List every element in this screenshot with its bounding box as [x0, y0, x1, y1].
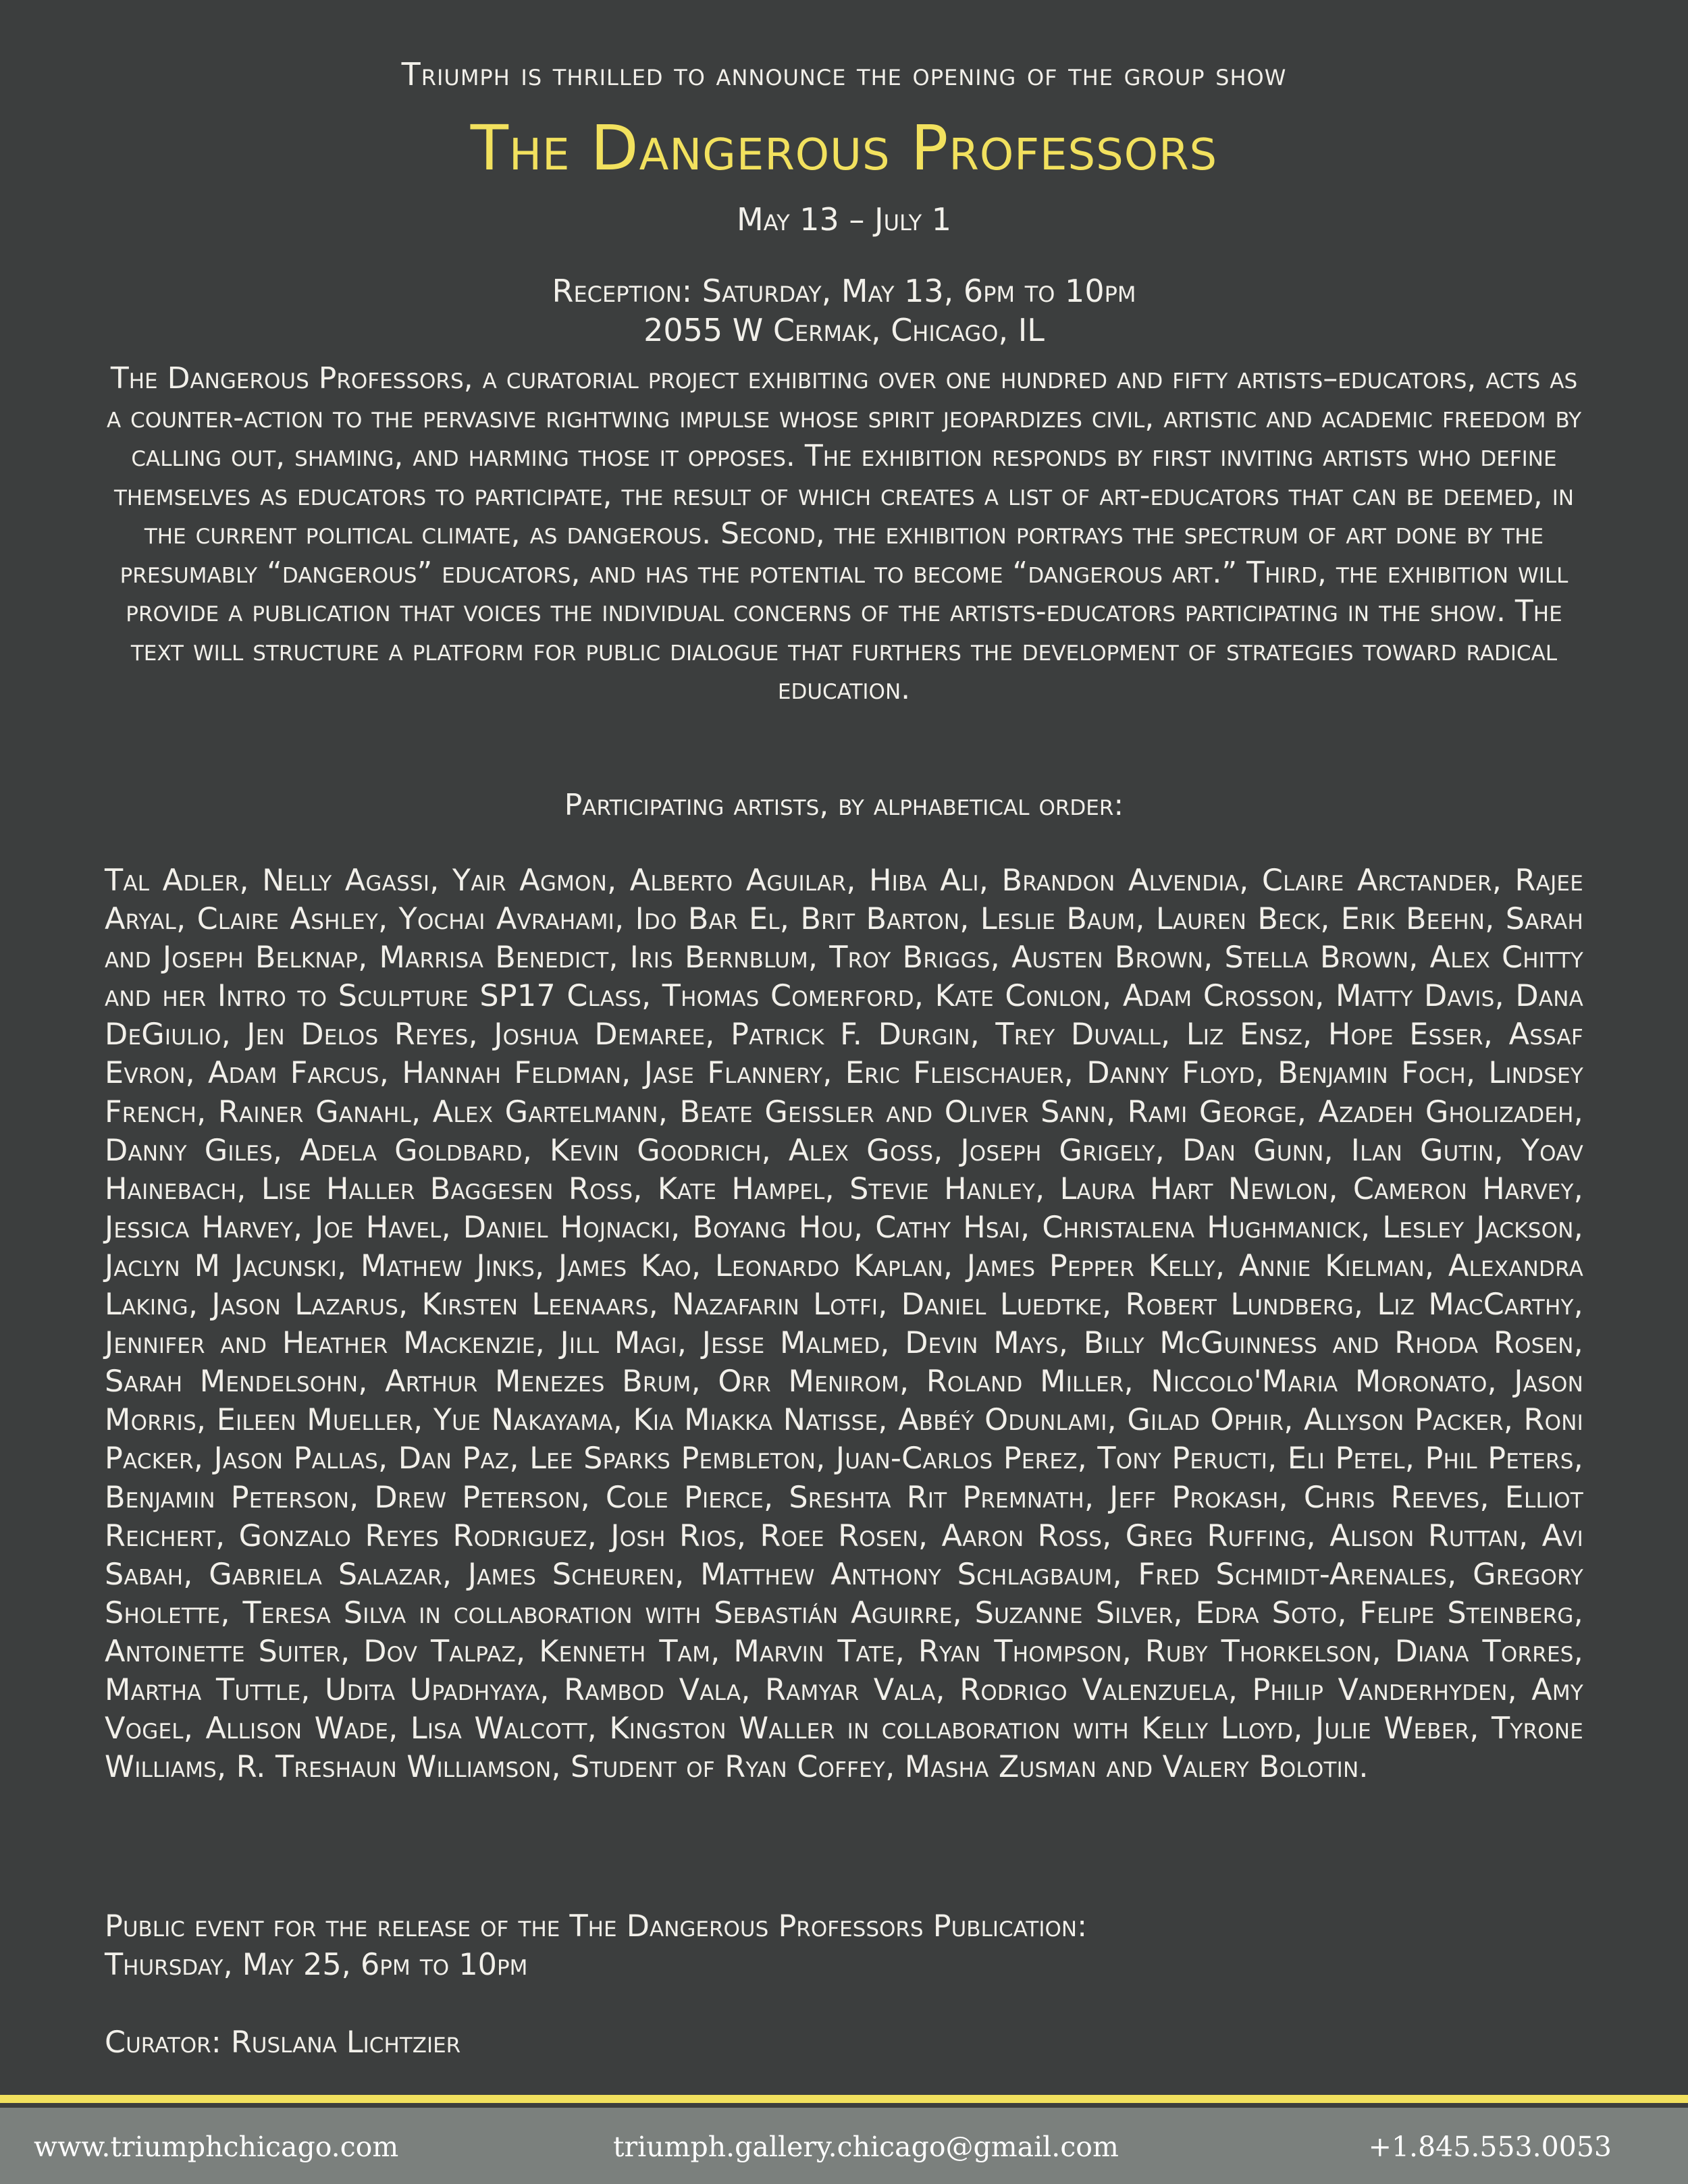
exhibition-description: The Dangerous Professors, a curatorial project exhibiting over one hundred and fifty artists–educators, acts as a counter-action to the pervasive rightwing impulse whose spirit jeopardizes civil, artistic and academic freedom by calling out, shaming, and harming those it opposes. The exhibition responds by first inviting artists who define themselves as educators to participate, the result of which creates a list of art-educators that can be deemed, in the current political climate, as dangerous. Second, the exhibition portrays the spectrum of art done by the presumably “dangerous” educators, and has the potential to become “dangerous art.” Third, the exhibition will provide a publication that voices the individual concerns of the artists-educators participating in the show. The text will structure a platform for public dialogue that furthers the development of strategies toward radical education. — [106, 361, 1581, 706]
public-event-date: Thursday, May 25, 6pm to 10pm — [105, 1948, 528, 1982]
intro-line: Triumph is thrilled to announce the opening of the group show — [401, 56, 1287, 92]
footer-bar — [0, 2108, 1688, 2184]
public-event-title: Public event for the release of the The Dangerous Professors Publication: — [105, 1909, 1088, 1944]
reception-time: Reception: Saturday, May 13, 6pm to 10pm — [552, 273, 1136, 309]
show-dates: May 13 – July 1 — [736, 201, 952, 238]
footer-divider — [0, 2095, 1688, 2103]
phone-number[interactable]: +1.845.553.0053 — [1368, 2131, 1612, 2163]
participating-artists-heading: Participating artists, by alphabetical order: — [564, 788, 1124, 822]
email-link[interactable]: triumph.gallery.chicago@gmail.com — [613, 2131, 1119, 2163]
curator-credit: Curator: Ruslana Lichtzier — [105, 2025, 461, 2060]
announcement-header — [0, 47, 1688, 350]
gallery-address: 2055 W Cermak, Chicago, IL — [643, 312, 1045, 348]
artists-list: Tal Adler, Nelly Agassi, Yair Agmon, Alberto Aguilar, Hiba Ali, Brandon Alvendia, Claire Arctander, Rajee Aryal, Claire Ashley, Yochai Avrahami, Ido Bar El, Brit Barton, Leslie Baum, Lauren Beck, Erik Beehn, Sarah and Joseph Belknap, Marrisa Benedict, Iris Bernblum, Troy Briggs, Austen Brown, Stella Brown, Alex Chitty and her Intro to Sculpture SP17 Class, Thomas Comerford, Kate Conlon, Adam Crosson, Matty Davis, Dana DeGiulio, Jen Delos Reyes, Joshua Demaree, Patrick F. Durgin, Trey Duvall, Liz Ensz, Hope Esser, Assaf Evron, Adam Farcus, Hannah Feldman, Jase Flannery, Eric Fleischauer, Danny Floyd, Benjamin Foch, Lindsey French, Rainer Ganahl, Alex Gartelmann, Beate Geissler and Oliver Sann, Rami George, Azadeh Gholizadeh, Danny Giles, Adela Goldbard, Kevin Goodrich, Alex Goss, Joseph Grigely, Dan Gunn, Ilan Gutin, Yoav Hainebach, Lise Haller Baggesen Ross, Kate Hampel, Stevie Hanley, Laura Hart Newlon, Cameron Harvey, Jessica Harvey, Joe Havel, Daniel Hojnacki, Boyang Hou, Cathy Hsai, Christalena Hughmanick, Lesley Jackson, Jaclyn M Jacunski, Mathew Jinks, James Kao, Leonardo Kaplan, James Pepper Kelly, Annie Kielman, Alexandra Laking, Jason Lazarus, Kirsten Leenaars, Nazafarin Lotfi, Daniel Luedtke, Robert Lundberg, Liz MacCarthy, Jennifer and Heather Mackenzie, Jill Magi, Jesse Malmed, Devin Mays, Billy McGuinness and Rhoda Rosen, Sarah Mendelsohn, Arthur Menezes Brum, Orr Menirom, Roland Miller, Niccolo'Maria Moronato, Jason Morris, Eileen Mueller, Yue Nakayama, Kia Miakka Natisse, Abbéý Odunlami, Gilad Ophir, Allyson Packer, Roni Packer, Jason Pallas, Dan Paz, Lee Sparks Pembleton, Juan-Carlos Perez, Tony Peructi, Eli Petel, Phil Peters, Benjamin Peterson, Drew Peterson, Cole Pierce, Sreshta Rit Premnath, Jeff Prokash, Chris Reeves, Elliot Reichert, Gonzalo Reyes Rodriguez, Josh Rios, Roee Rosen, Aaron Ross, Greg Ruffing, Alison Ruttan, Avi Sabah, Gabriela Salazar, James Scheuren, Matthew Anthony Schlagbaum, Fred Schmidt-Arenales, Gregory Sholette, Teresa Silva in collaboration with Sebastián Aguirre, Suzanne Silver, Edra Soto, Felipe Steinberg, Antoinette Suiter, Dov Talpaz, Kenneth Tam, Marvin Tate, Ryan Thompson, Ruby Thorkelson, Diana Torres, Martha Tuttle, Udita Upadhyaya, Rambod Vala, Ramyar Vala, Rodrigo Valenzuela, Philip Vanderhyden, Amy Vogel, Allison Wade, Lisa Walcott, Kingston Waller in collaboration with Kelly Lloyd, Julie Weber, Tyrone Williams, R. Treshaun Williamson, Student of Ryan Coffey, Masha Zusman and Valery Bolotin. — [105, 863, 1583, 1785]
show-title: The Dangerous Professors — [470, 112, 1218, 184]
reception-block — [0, 271, 1688, 350]
public-event — [105, 1907, 1583, 1984]
website-link[interactable]: www.triumphchicago.com — [34, 2131, 399, 2163]
